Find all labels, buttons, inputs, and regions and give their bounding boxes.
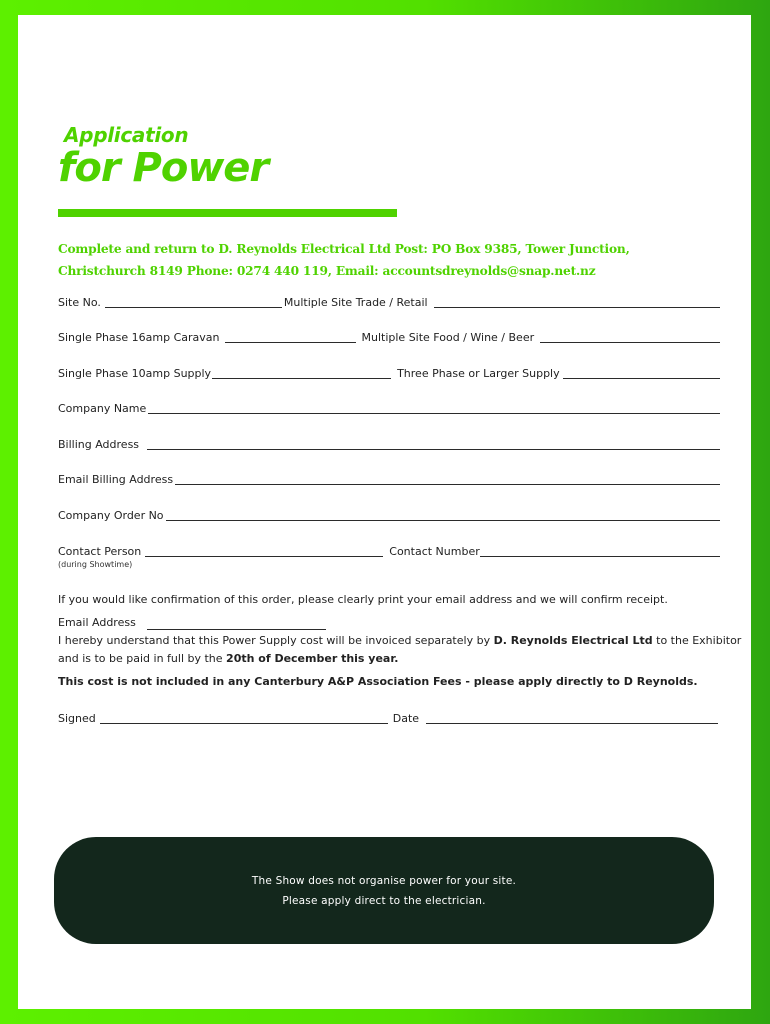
row-signature [58,709,720,725]
signed-label: Signed [58,712,96,725]
site-no-label: Site No. [58,296,101,309]
row-company-name [58,399,720,415]
understand-text [58,634,741,647]
single-phase-10amp-label: Single Phase 10amp Supply [58,367,212,380]
contact-person-field[interactable] [145,544,383,557]
confirmation-text: If you would like confirmation of this order, please clearly print your email address and we will confirm receipt. [58,593,668,606]
email-billing-address-label: Email Billing Address [58,473,174,486]
single-phase-16amp-field[interactable] [225,330,356,343]
contact-person-label: Contact Person [58,545,142,558]
row-contact [58,542,720,558]
date-field[interactable] [426,711,718,724]
date-label: Date [392,712,420,725]
email-address-field[interactable] [147,617,326,630]
contact-person-note: (during Showtime) [58,560,133,569]
instructions-line-1: Complete and return to D. Reynolds Electrical Ltd Post: PO Box 9385, Tower Junction, [58,242,630,256]
title-application: Application [64,123,189,147]
title-for-power: for Power [58,145,269,191]
contact-number-label: Contact Number [389,545,480,558]
row-16amp [58,328,720,344]
single-phase-10amp-field[interactable] [212,366,391,379]
payment-text [58,652,398,665]
row-billing-address [58,435,720,451]
instructions [58,238,738,282]
payment-deadline: 20th of December this year. [226,652,399,665]
multiple-site-food-field[interactable] [540,330,720,343]
electrical-company-name: D. Reynolds Electrical Ltd [493,634,653,647]
three-phase-field[interactable] [563,366,720,379]
email-address-label: Email Address [58,616,136,629]
company-name-field[interactable] [148,401,720,414]
billing-address-field[interactable] [147,437,720,450]
multiple-site-food-label: Multiple Site Food / Wine / Beer [361,331,535,344]
contact-number-field[interactable] [480,544,720,557]
instructions-line-2: Christchurch 8149 Phone: 0274 440 119, Email: accountsdreynolds@snap.net.nz [58,264,596,278]
company-order-no-field[interactable] [166,508,720,521]
row-company-order [58,506,720,522]
billing-address-label: Billing Address [58,438,140,451]
understand-text-a: I hereby understand that this Power Supply cost will be invoiced separately by [58,634,494,647]
single-phase-16amp-label: Single Phase 16amp Caravan [58,331,220,344]
notice-line-2: Please apply direct to the electrician. [282,894,486,907]
row-10amp [58,364,720,380]
company-name-label: Company Name [58,402,147,415]
row-site [58,293,720,309]
title-underline [58,209,397,217]
row-email-billing [58,470,720,486]
notice-line-1: The Show does not organise power for your site. [251,874,517,887]
understand-text-c: to the Exhibitor [652,634,742,647]
not-included-text: This cost is not included in any Canterbury A&P Association Fees - please apply directly to D Reynolds. [58,675,698,688]
site-no-field[interactable] [105,295,282,308]
email-billing-address-field[interactable] [175,472,720,485]
three-phase-label: Three Phase or Larger Supply [397,367,560,380]
multiple-site-trade-label: Multiple Site Trade / Retail [283,296,428,309]
payment-text-a: and is to be paid in full by the [58,652,227,665]
notice-banner [54,837,714,944]
company-order-no-label: Company Order No [58,509,164,522]
multiple-site-trade-field[interactable] [434,295,720,308]
signed-field[interactable] [100,711,388,724]
